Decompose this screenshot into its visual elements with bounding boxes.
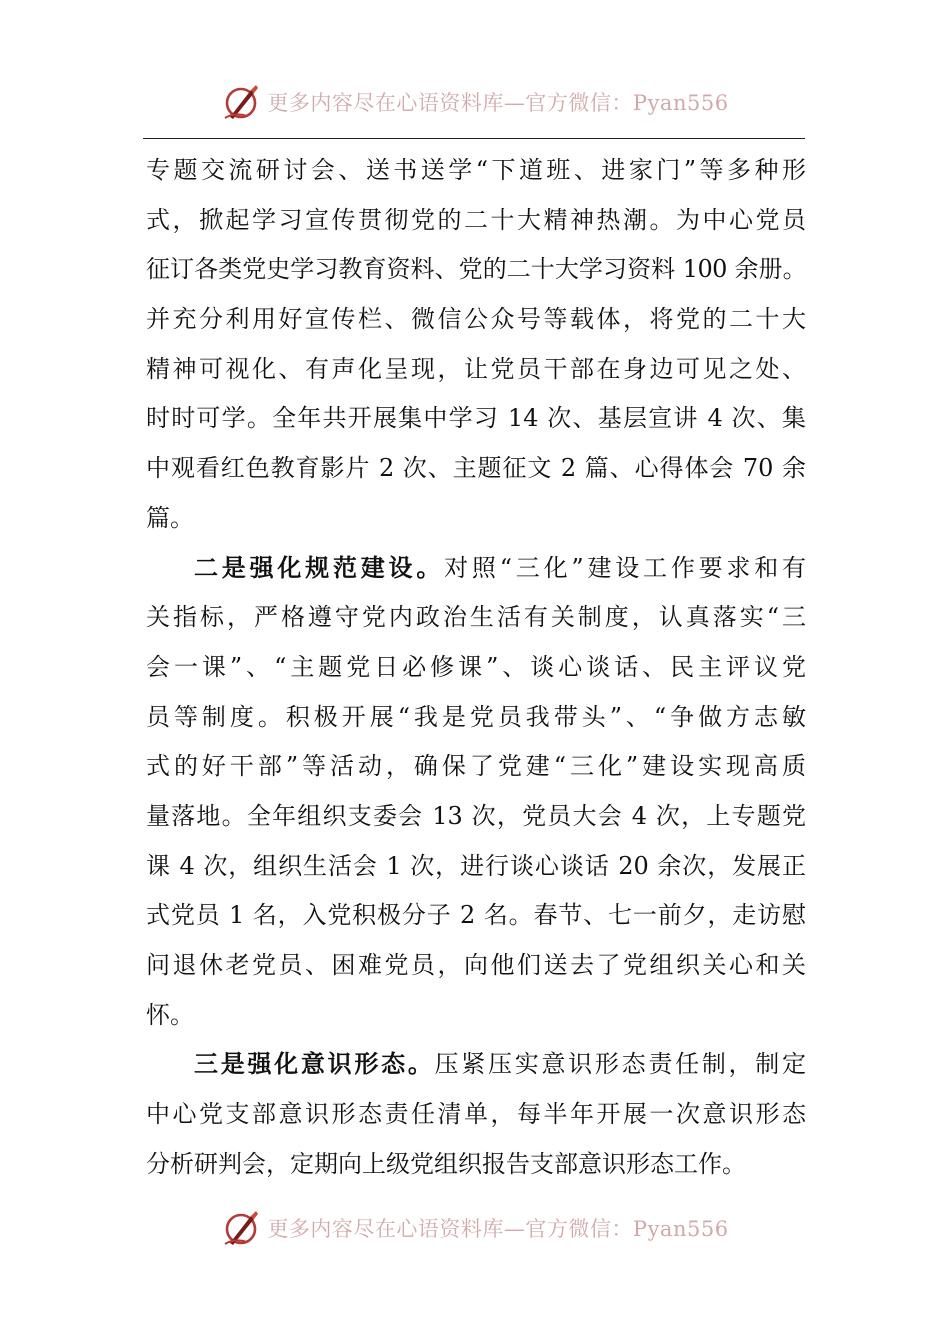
header-divider bbox=[143, 138, 805, 139]
paragraph-heading: 二是强化规范建设。 bbox=[194, 553, 445, 582]
text-line: 会一课”、“主题党日必修课”、谈心谈话、民主评议党 bbox=[146, 652, 806, 681]
text-line: 问退休老党员、困难党员，向他们送去了党组织关心和关 bbox=[146, 951, 806, 979]
text-line: 式的好干部”等活动，确保了党建“三化”建设实现高质 bbox=[146, 752, 806, 781]
text-line: 分析研判会，定期向上级党组织报告支部意识形态工作。 bbox=[146, 1149, 746, 1178]
pen-circle-logo-icon bbox=[221, 1208, 261, 1248]
text-line: 时时可学。全年共开展集中学习 14 次、基层宣讲 4 次、集 bbox=[146, 404, 806, 433]
paragraph-first-line bbox=[146, 544, 806, 594]
text-line: 式党员 1 名，入党积极分子 2 名。春节、七一前夕，走访慰 bbox=[146, 901, 806, 930]
text-span: 对照“三化”建设工作要求和有 bbox=[444, 553, 806, 582]
paragraph-first-line bbox=[146, 1040, 806, 1090]
text-line: 式，掀起学习宣传贯彻党的二十大精神热潮。为中心党员 bbox=[146, 205, 806, 234]
header-banner bbox=[0, 82, 950, 122]
text-line: 篇。 bbox=[146, 503, 194, 532]
text-line: 并充分利用好宣传栏、微信公众号等载体，将党的二十大 bbox=[146, 305, 806, 334]
footer-banner-text: 更多内容尽在心语资料库—官方微信：Pyan556 bbox=[267, 1217, 729, 1241]
text-line: 员等制度。积极开展“我是党员我带头”、“争做方志敏 bbox=[146, 702, 806, 731]
text-line: 中观看红色教育影片 2 次、主题征文 2 篇、心得体会 70 余 bbox=[146, 454, 806, 483]
header-banner-text: 更多内容尽在心语资料库—官方微信：Pyan556 bbox=[267, 91, 729, 115]
text-line: 课 4 次，组织生活会 1 次，进行谈心谈话 20 余次，发展正 bbox=[146, 851, 806, 880]
text-line: 专题交流研讨会、送书送学“下道班、进家门”等多种形 bbox=[146, 156, 806, 184]
document-body bbox=[146, 146, 806, 1189]
text-line: 关指标，严格遵守党内政治生活有关制度，认真落实“三 bbox=[146, 603, 806, 632]
text-line: 量落地。全年组织支委会 13 次，党员大会 4 次，上专题党 bbox=[146, 801, 806, 830]
footer-banner bbox=[0, 1208, 950, 1248]
text-line: 中心党支部意识形态责任清单，每半年开展一次意识形态 bbox=[146, 1100, 806, 1129]
text-line: 精神可视化、有声化呈现，让党员干部在身边可见之处、 bbox=[146, 354, 806, 383]
text-span: 压紧压实意识形态责任制，制定 bbox=[434, 1050, 806, 1079]
text-line: 怀。 bbox=[146, 1000, 194, 1029]
pen-circle-logo-icon bbox=[221, 82, 261, 122]
text-line: 征订各类党史学习教育资料、党的二十大学习资料 100 余册。 bbox=[146, 255, 806, 284]
paragraph-heading: 三是强化意识形态。 bbox=[194, 1050, 435, 1079]
